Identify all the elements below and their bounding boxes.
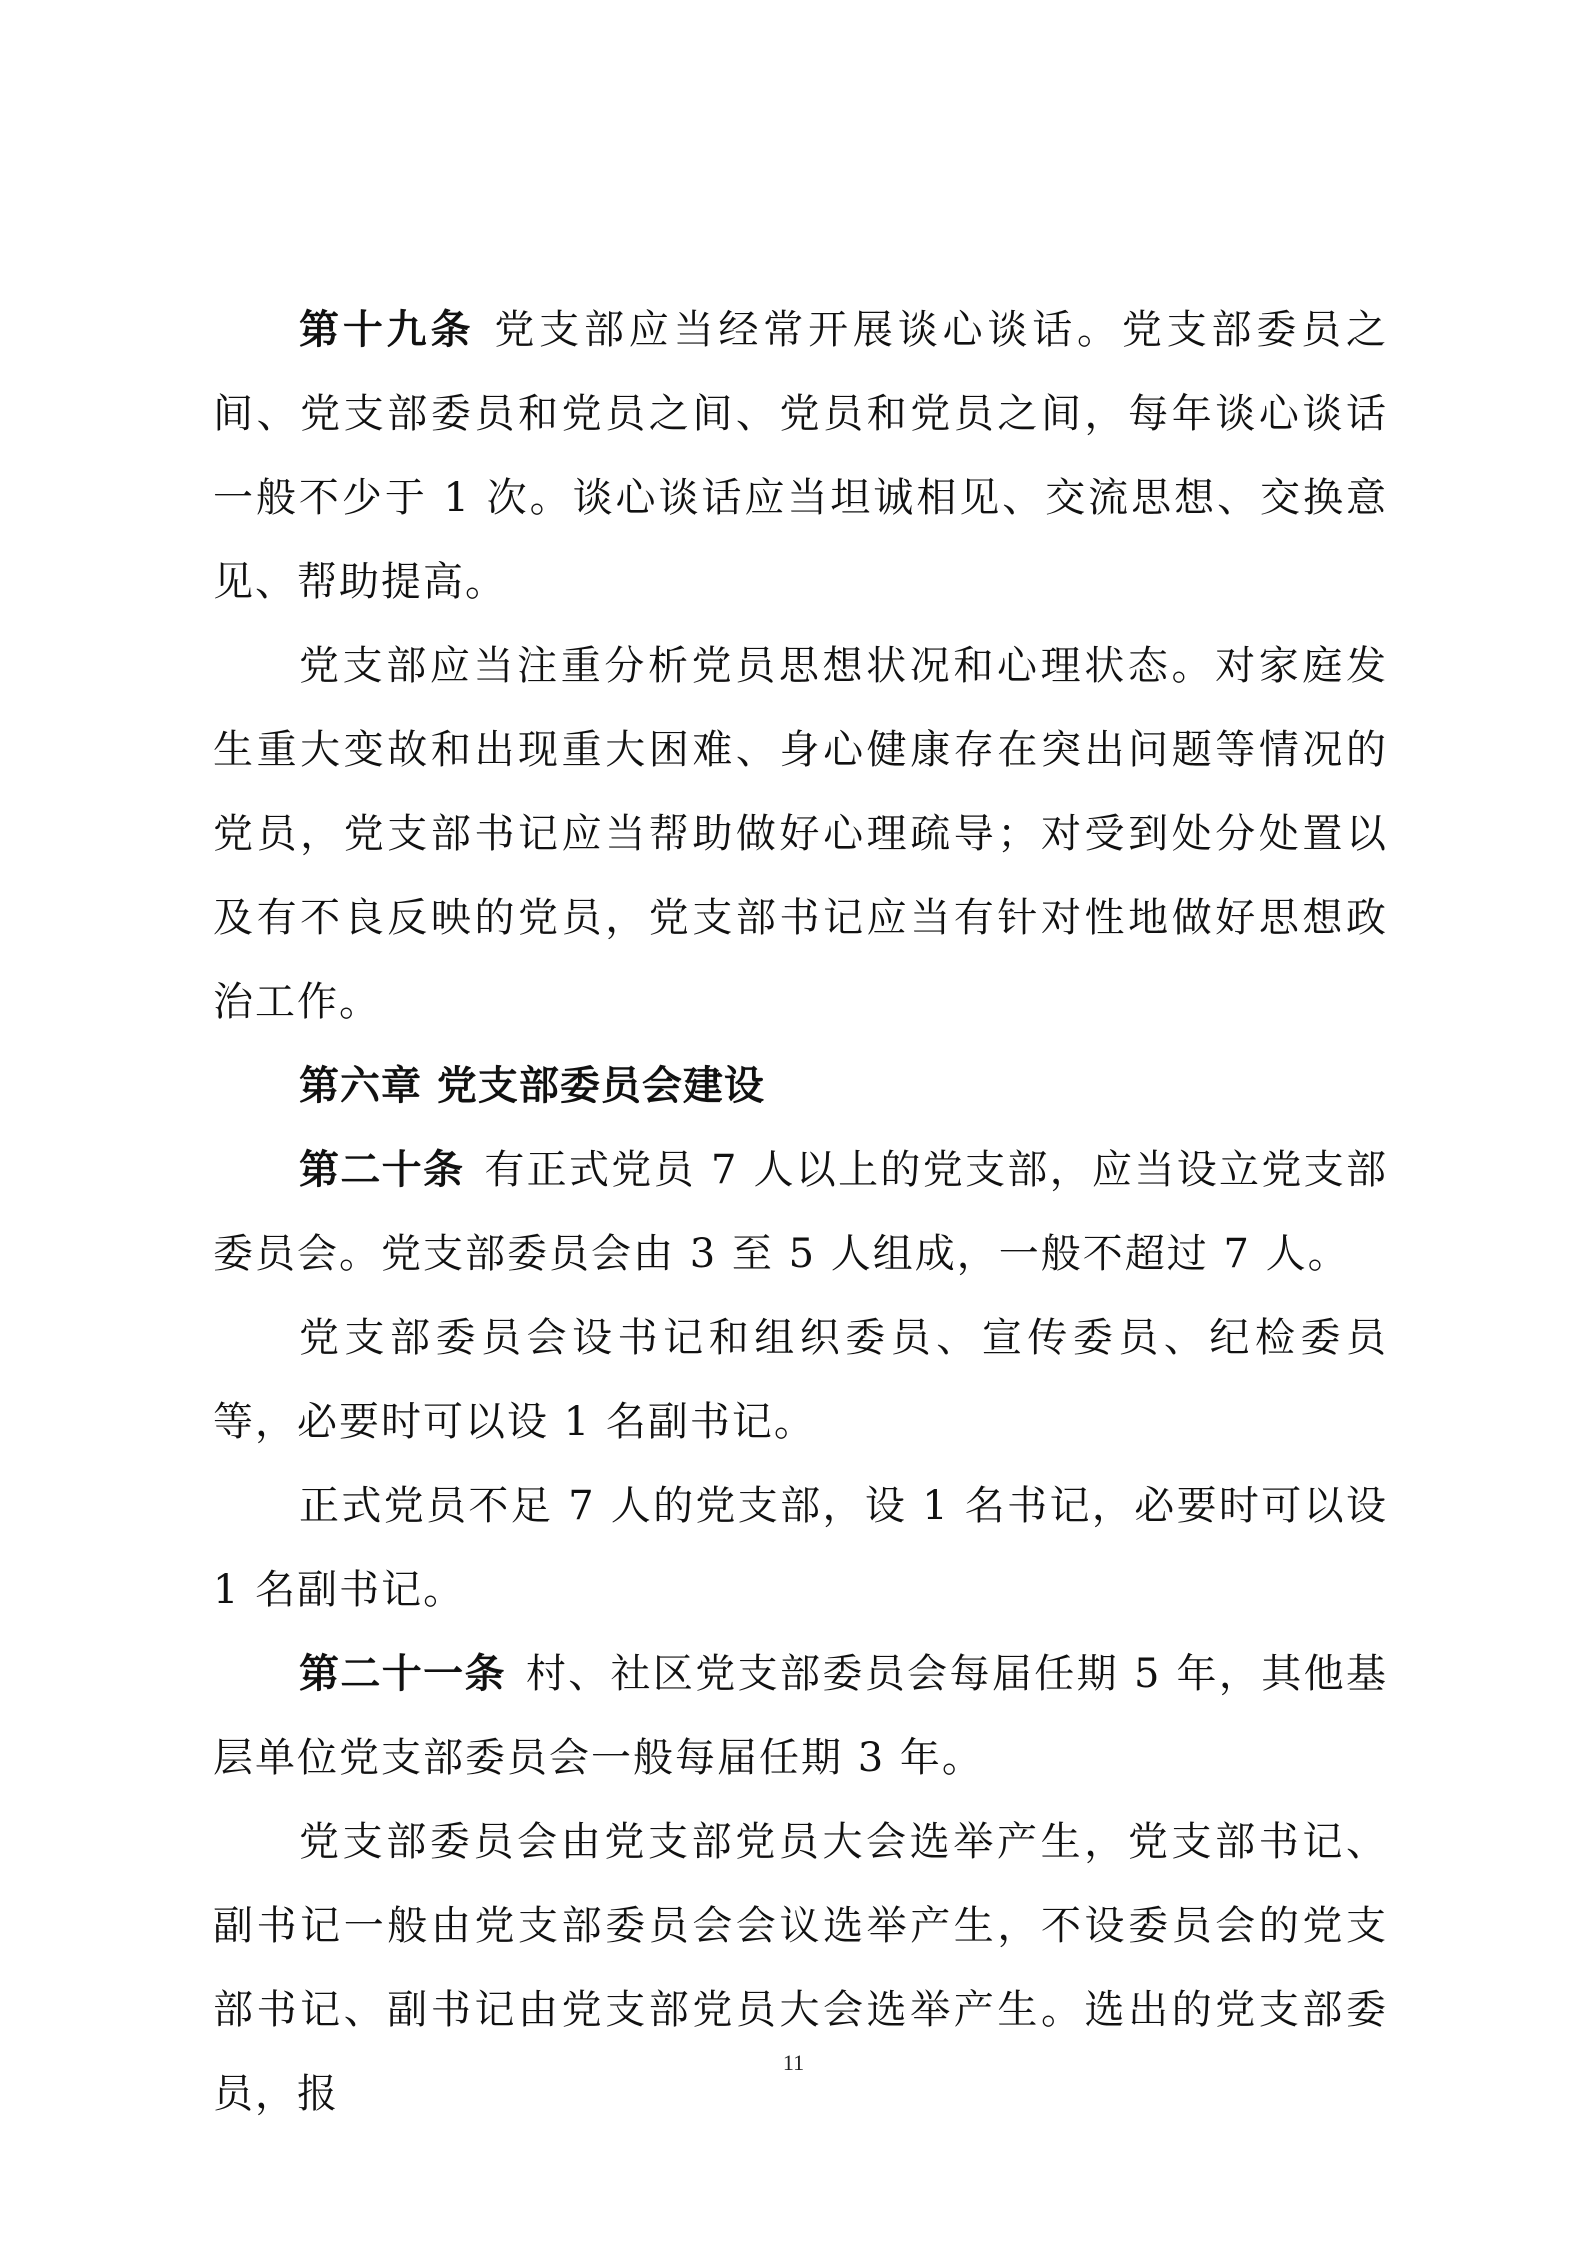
article-20 [213,1128,1388,1296]
article-title: 第二十一条 [299,1651,506,1697]
article-title: 第十九条 [299,307,475,353]
article-title: 第二十条 [299,1147,465,1193]
article-text: 村、社区党支部委员会每届任期 5 年，其他基层单位党支部委员会一般每届任期 3 年。 [213,1651,1388,1781]
paragraph: 党支部应当注重分析党员思想状况和心理状态。对家庭发生重大变故和出现重大困难、身心健康存在突出问题等情况的党员，党支部书记应当帮助做好心理疏导；对受到处分处置以及有不良反映的党员，党支部书记应当有针对性地做好思想政治工作。 [213,643,1388,1025]
article-19 [213,288,1388,624]
paragraph: 党支部委员会设书记和组织委员、宣传委员、纪检委员等，必要时可以设 1 名副书记。 [213,1315,1388,1445]
article-text: 党支部应当经常开展谈心谈话。党支部委员之间、党支部委员和党员之间、党员和党员之间，每年谈心谈话一般不少于 1 次。谈心谈话应当坦诚相见、交流思想、交换意见、帮助提高。 [213,307,1389,605]
article-21 [213,1632,1388,1800]
document-body [213,288,1388,2136]
chapter-heading: 第六章 党支部委员会建设 [299,1063,765,1109]
paragraph: 党支部委员会由党支部党员大会选举产生，党支部书记、副书记一般由党支部委员会会议选举产生，不设委员会的党支部书记、副书记由党支部党员大会选举产生。选出的党支部委员，报 [213,1819,1388,2117]
page-number: 11 [782,2050,805,2075]
paragraph: 正式党员不足 7 人的党支部，设 1 名书记，必要时可以设 1 名副书记。 [213,1483,1388,1613]
article-text: 有正式党员 7 人以上的党支部，应当设立党支部委员会。党支部委员会由 3 至 5 人组成，一般不超过 7 人。 [213,1147,1389,1277]
